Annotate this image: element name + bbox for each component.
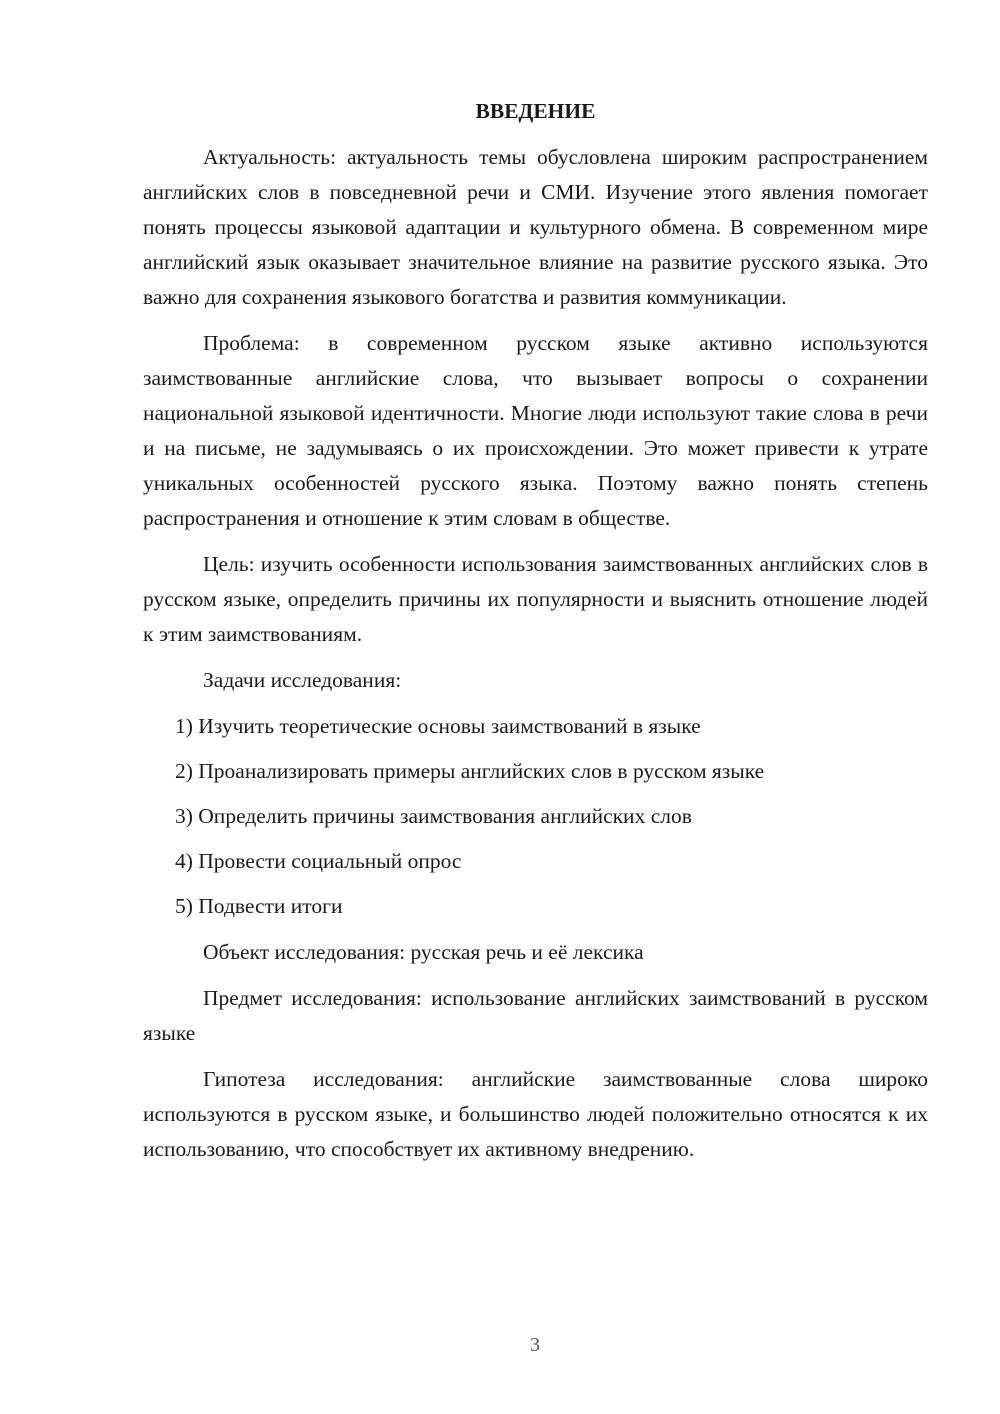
paragraph-relevance: Актуальность: актуальность темы обусловлена широким распространением английских слов в повседневной речи и СМИ. Изучение этого явления помогает понять процессы языковой адаптации и культурного обмена. В современном мире английский язык оказывает значительное влияние на развитие русского языка. Это важно для сохранения языкового богатства и развития коммуникации.: [143, 145, 928, 309]
paragraph-problem: Проблема: в современном русском языке активно используются заимствованные английские слова, что вызывает вопросы о сохранении национальной языковой идентичности. Многие люди используют такие слова в речи и на письме, не задумываясь о их происхождении. Это может привести к утрате уникальных особенностей русского языка. Поэтому важно понять степень распространения и отношение к этим словам в обществе.: [143, 331, 928, 530]
list-item: 4) Провести социальный опрос: [175, 849, 462, 873]
page-number: 3: [530, 1334, 540, 1356]
tasks-list: [143, 709, 928, 924]
paragraph-hypothesis: Гипотеза исследования: английские заимствованные слова широко используются в русском языке, и большинство людей положительно относятся к их использованию, что способствует их активному внедрению.: [143, 1067, 928, 1161]
page-content: [143, 96, 928, 1178]
list-item: 3) Определить причины заимствования английских слов: [175, 804, 692, 828]
list-item: 1) Изучить теоретические основы заимствований в языке: [175, 714, 701, 738]
paragraph-subject: Предмет исследования: использование английских заимствований в русском языке: [143, 986, 928, 1045]
section-title: ВВЕДЕНИЕ: [475, 99, 596, 123]
list-item: 2) Проанализировать примеры английских слов в русском языке: [175, 759, 765, 783]
list-item: 5) Подвести итоги: [175, 894, 343, 918]
paragraph-goal: Цель: изучить особенности использования заимствованных английских слов в русском языке, определить причины их популярности и выяснить отношение людей к этим заимствованиям.: [143, 552, 928, 646]
tasks-heading: Задачи исследования:: [203, 668, 402, 692]
paragraph-object: Объект исследования: русская речь и её лексика: [203, 940, 644, 964]
